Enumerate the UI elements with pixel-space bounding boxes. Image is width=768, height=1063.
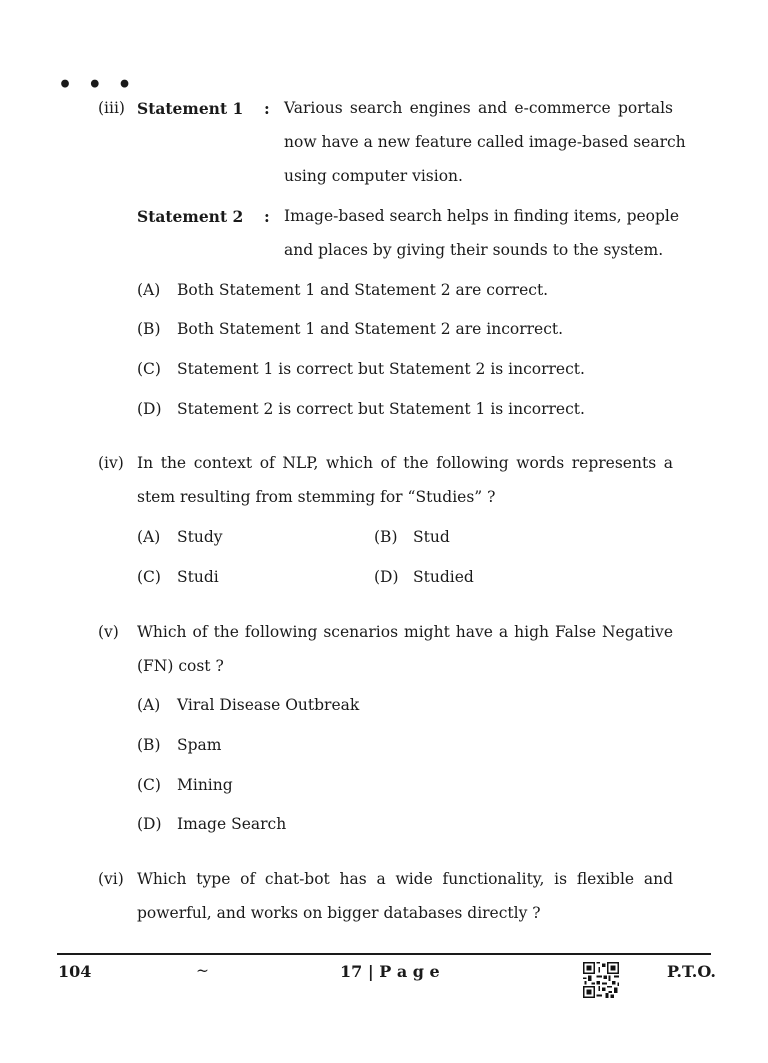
question-number: (vi) [98, 870, 124, 888]
question-number: (v) [98, 623, 119, 641]
option-text: Both Statement 1 and Statement 2 are correct. [177, 281, 549, 299]
question-line: powerful, and works on bigger databases directly ? [137, 904, 541, 922]
option-text: Mining [177, 776, 233, 794]
option-text: Stud [413, 528, 450, 546]
option-text: Statement 2 is correct but Statement 1 is incorrect. [177, 400, 585, 418]
option-text: Both Statement 1 and Statement 2 are incorrect. [177, 320, 564, 338]
option-label: (D) [137, 400, 162, 418]
option-label: (B) [137, 736, 161, 754]
question-line: Which type of chat-bot has a wide functionality, is flexible and [137, 870, 673, 888]
paper-code: 104 [58, 962, 92, 981]
option-label: (D) [374, 568, 399, 586]
option-text: Spam [177, 736, 222, 754]
question-line: (FN) cost ? [137, 657, 224, 675]
statement-1-line: now have a new feature called image-based search [284, 133, 686, 151]
question-number: (iii) [98, 99, 125, 117]
statement-1-colon: : [264, 99, 270, 118]
option-text: Statement 1 is correct but Statement 2 is incorrect. [177, 360, 585, 378]
page-number: 17 | P a g e [340, 962, 440, 981]
option-label: (C) [137, 360, 161, 378]
option-label: (C) [137, 568, 161, 586]
option-label: (D) [137, 815, 162, 833]
option-label: (B) [137, 320, 161, 338]
question-line: In the context of NLP, which of the following words represents a [137, 454, 673, 472]
question-line: Which of the following scenarios might have a high False Negative [137, 623, 673, 641]
option-label: (A) [137, 528, 161, 546]
option-text: Viral Disease Outbreak [177, 696, 360, 714]
option-text: Image Search [177, 815, 287, 833]
option-text: Studi [177, 568, 219, 586]
statement-1-label: Statement 1 [137, 99, 244, 118]
option-label: (C) [137, 776, 161, 794]
statement-2-line: and places by giving their sounds to the system. [284, 241, 664, 259]
statement-2-colon: : [264, 207, 270, 226]
statement-1-line: Various search engines and e-commerce portals [284, 99, 673, 117]
option-label: (B) [374, 528, 398, 546]
qr-code-icon [583, 962, 619, 998]
statement-1-line: using computer vision. [284, 167, 463, 185]
pto-text: P.T.O. [667, 962, 716, 981]
option-text: Study [177, 528, 223, 546]
statement-2-label: Statement 2 [137, 207, 244, 226]
question-number: (iv) [98, 454, 124, 472]
footer-tilde: ~ [196, 962, 209, 980]
option-text: Studied [413, 568, 474, 586]
option-label: (A) [137, 696, 161, 714]
option-label: (A) [137, 281, 161, 299]
question-line: stem resulting from stemming for “Studies” ? [137, 488, 496, 506]
statement-2-line: Image-based search helps in finding items, people [284, 207, 680, 225]
page-marker-dots: • • • [58, 72, 136, 98]
footer-rule [57, 953, 711, 955]
